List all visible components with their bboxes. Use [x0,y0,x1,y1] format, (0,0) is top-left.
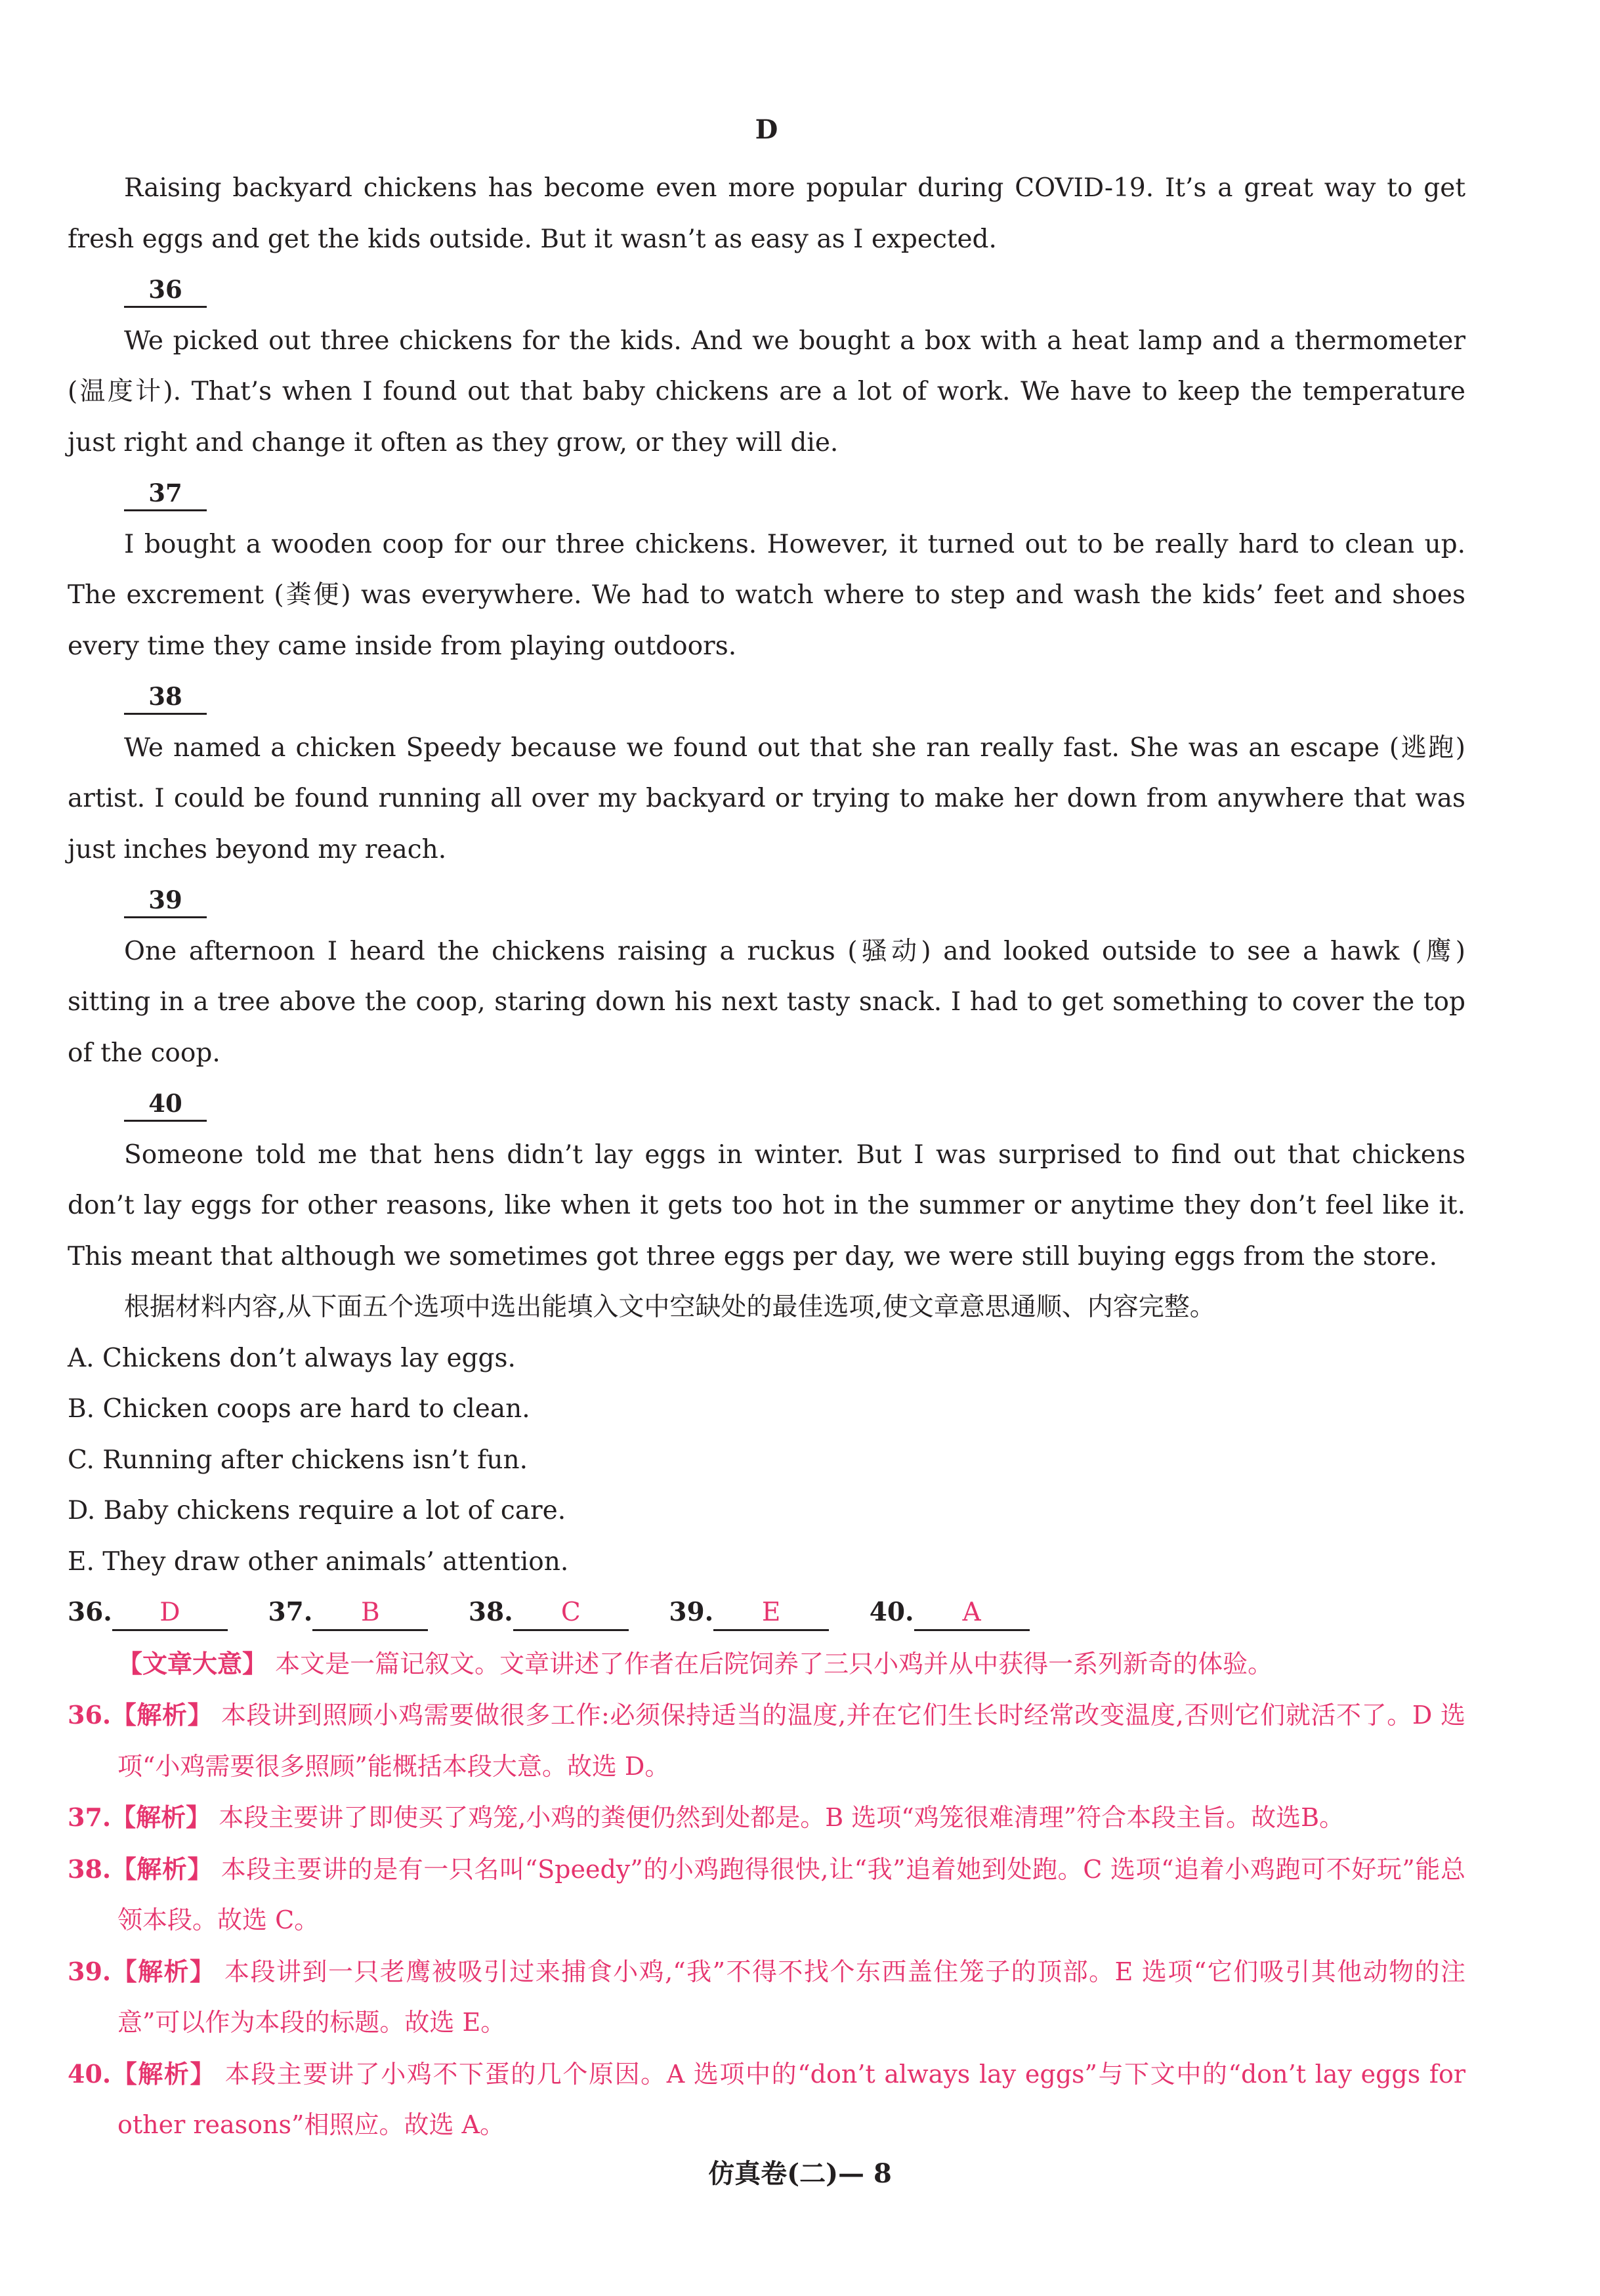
answer-blank: E [713,1596,829,1631]
paragraph-4: We named a chicken Speedy because we found out that she ran really fast. She was an escape (逃跑) artist. I could be found running all over my backyard or trying to make her down from anywhere that was just inches beyond my reach. [68,733,1465,864]
answer-blank: B [312,1596,428,1631]
analysis-36 [68,1690,1465,1792]
page-footer: 仿真卷(二)— 8 [708,2158,892,2189]
paragraph-3: I bought a wooden coop for our three chickens. However, it turned out to be really hard to clean up. The excrement (粪便) was everywhere. We had to watch where to step and wash the kids’ feet and shoes every time they came inside from playing outdoors. [68,529,1465,661]
analysis-number: 36. [68,1700,112,1730]
gap-number: 38 [124,680,207,715]
answer-item [870,1587,1030,1638]
answer-number: 36. [68,1597,112,1627]
analysis-text: 本段主要讲了即使买了鸡笼,小鸡的粪便仍然到处都是。B 选项“鸡笼很难清理”符合本段主旨。故选B。 [211,1803,1345,1832]
analysis-number: 39. [68,1956,112,1986]
analysis-tag: 【解析】 [111,1700,213,1730]
answer-item [669,1587,829,1638]
analysis-tag: 【解析】 [111,1854,213,1884]
gap-38 [68,671,1465,723]
answer-blank: C [513,1596,629,1631]
analysis-tag: 【解析】 [111,1956,216,1986]
analysis-text: 本段讲到照顾小鸡需要做很多工作:必须保持适当的温度,并在它们生长时经常改变温度,否则它们就活不了。D 选项“小鸡需要很多照顾”能概括本段大意。故选 D。 [117,1701,1465,1781]
analysis-number: 38. [68,1854,112,1884]
paragraph-6: Someone told me that hens didn’t lay eggs in winter. But I was surprised to find out that chickens don’t lay eggs for other reasons, like when it gets too hot in the summer or anytime they don’t feel like it. This meant that although we sometimes got three eggs per day, we were still buying eggs from the store. [68,1139,1465,1271]
gap-39 [68,875,1465,926]
gap-number: 40 [124,1087,207,1122]
summary-block [68,1638,1465,1690]
analysis-39 [68,1946,1465,2049]
gap-number: 37 [124,477,207,511]
option-b: B. Chicken coops are hard to clean. [68,1394,530,1424]
answer-number: 38. [468,1597,513,1627]
gap-37 [68,468,1465,519]
option-d: D. Baby chickens require a lot of care. [68,1496,566,1525]
analysis-text: 本段主要讲的是有一只名叫“Speedy”的小鸡跑得很快,让“我”追着她到处跑。C 选项“追着小鸡跑可不好玩”能总领本段。故选 C。 [117,1854,1465,1934]
analysis-40 [68,2049,1465,2151]
summary-text: 本文是一篇记叙文。文章讲述了作者在后院饲养了三只小鸡并从中获得一系列新奇的体验。 [267,1649,1273,1678]
section-title: D [755,114,778,145]
option-c: C. Running after chickens isn’t fun. [68,1445,528,1475]
paragraph-2: We picked out three chickens for the kids. And we bought a box with a heat lamp and a thermometer (温度计). That’s when I found out that baby chickens are a lot of work. We have to keep the temperature just right and change it often as they grow, or they will die. [68,326,1465,457]
gap-number: 39 [124,883,207,918]
analysis-tag: 【解析】 [111,1802,211,1832]
document-page [68,112,1465,2151]
gap-40 [68,1078,1465,1130]
answer-item [68,1587,228,1638]
gap-36 [68,265,1465,316]
gap-number: 36 [124,273,207,308]
answer-number: 37. [268,1597,313,1627]
answer-item [469,1587,629,1638]
answer-blank: D [112,1596,228,1631]
answer-number: 39. [669,1597,714,1627]
answer-row [68,1587,1465,1638]
answer-blank: A [914,1596,1030,1631]
analysis-37 [68,1792,1465,1844]
answer-number: 40. [869,1597,914,1627]
analysis-38 [68,1844,1465,1946]
paragraph-intro: Raising backyard chickens has become even more popular during COVID-19. It’s a great way to get fresh eggs and get the kids outside. But it wasn’t as easy as I expected. [68,173,1465,254]
option-e: E. They draw other animals’ attention. [68,1546,569,1577]
analysis-text: 本段讲到一只老鹰被吸引过来捕食小鸡,“我”不得不找个东西盖住笼子的顶部。E 选项“它们吸引其他动物的注意”可以作为本段的标题。故选 E。 [117,1957,1465,2037]
paragraph-5: One afternoon I heard the chickens raising a ruckus (骚动) and looked outside to see a hawk (鹰) sitting in a tree above the coop, staring down his next tasty snack. I had to get something to cover the top of the coop. [68,936,1465,1068]
analysis-number: 37. [68,1802,112,1832]
analysis-text: 本段主要讲了小鸡不下蛋的几个原因。A 选项中的“don’t always lay eggs”与下文中的“don’t lay eggs for other reasons”相照应。故选 A。 [117,2059,1465,2139]
analysis-number: 40. [68,2058,112,2089]
option-a: A. Chickens don’t always lay eggs. [68,1343,516,1373]
instruction-text: 根据材料内容,从下面五个选项中选出能填入文中空缺处的最佳选项,使文章意思通顺、内容完整。 [124,1292,1215,1322]
summary-tag: 【文章大意】 [117,1648,268,1678]
analysis-tag: 【解析】 [111,2058,217,2089]
answer-item [268,1587,428,1638]
